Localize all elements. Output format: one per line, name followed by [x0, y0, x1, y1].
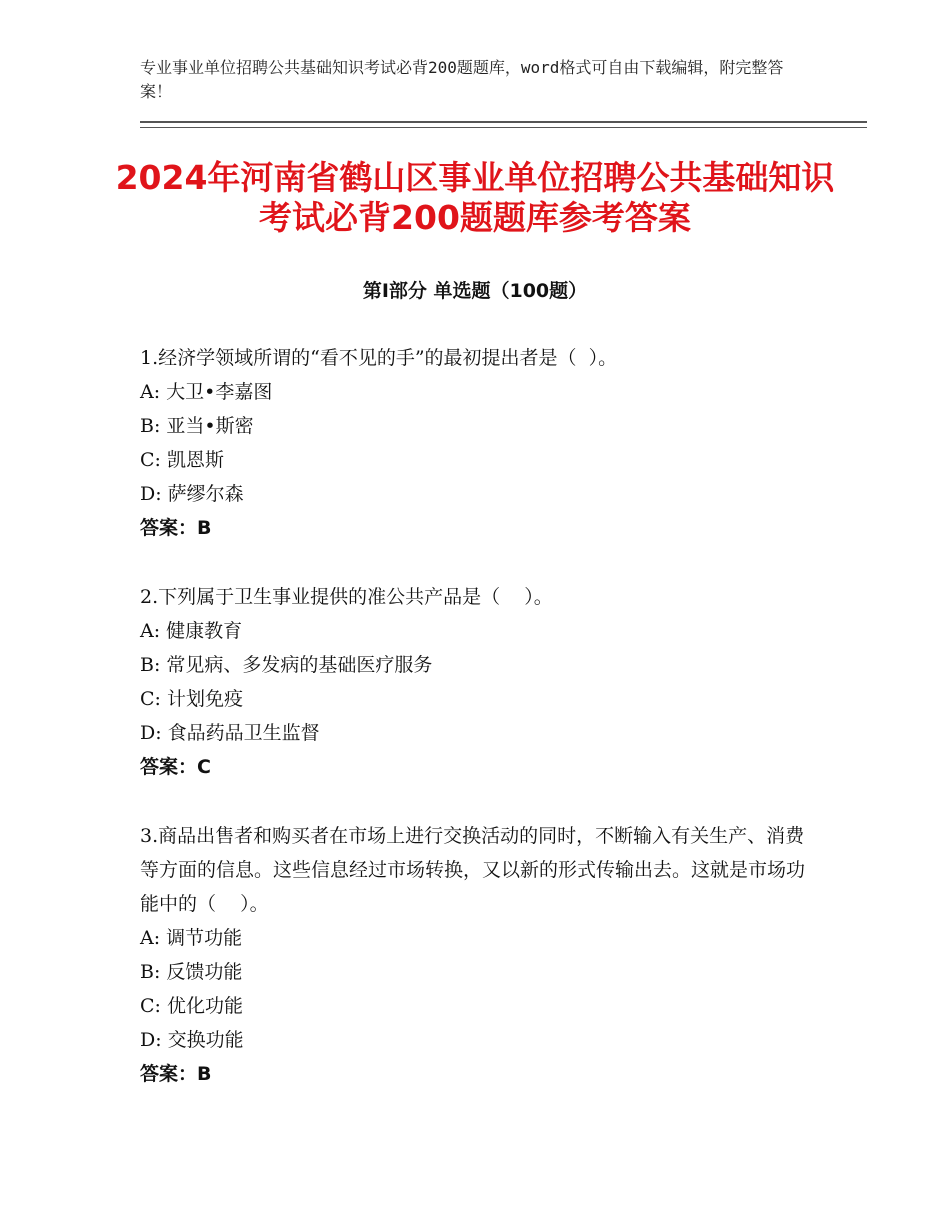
option-d: D: 食品药品卫生监督	[140, 722, 320, 744]
answer-line: 答案：B	[140, 1063, 212, 1085]
header-divider	[140, 121, 867, 123]
option-c: C: 计划免疫	[140, 688, 243, 710]
option-a: A: 健康教育	[140, 620, 243, 642]
option-b: B: 常见病、多发病的基础医疗服务	[140, 654, 433, 676]
question-stem: 2.下列属于卫生事业提供的准公共产品是（ ）。	[140, 586, 553, 608]
section-heading: 第Ⅰ部分 单选题（100题）	[362, 280, 588, 302]
question-stem: 1.经济学领域所谓的“看不见的手”的最初提出者是（ ）。	[140, 347, 618, 369]
option-c: C: 优化功能	[140, 995, 243, 1017]
option-c: C: 凯恩斯	[140, 449, 224, 471]
option-d: D: 萨缪尔森	[140, 483, 244, 505]
option-a: A: 大卫•李嘉图	[140, 381, 273, 403]
question-3	[140, 819, 805, 1091]
option-d: D: 交换功能	[140, 1029, 244, 1051]
answer-line: 答案：C	[140, 756, 211, 778]
header-note: 专业事业单位招聘公共基础知识考试必背200题题库，word格式可自由下载编辑，附完整答案！	[140, 58, 784, 101]
answer-line: 答案：B	[140, 517, 212, 539]
option-a: A: 调节功能	[140, 927, 243, 949]
header-divider-thin	[140, 127, 867, 128]
question-1	[140, 341, 805, 545]
question-2	[140, 580, 805, 784]
question-stem: 3.商品出售者和购买者在市场上进行交换活动的同时，不断输入有关生产、消费等方面的信息。这些信息经过市场转换，又以新的形式传输出去。这就是市场功能中的（ ）。	[140, 825, 806, 915]
option-b: B: 亚当•斯密	[140, 415, 254, 437]
option-b: B: 反馈功能	[140, 961, 243, 983]
document-title: 2024年河南省鹤山区事业单位招聘公共基础知识考试必背200题题库参考答案	[115, 158, 835, 237]
